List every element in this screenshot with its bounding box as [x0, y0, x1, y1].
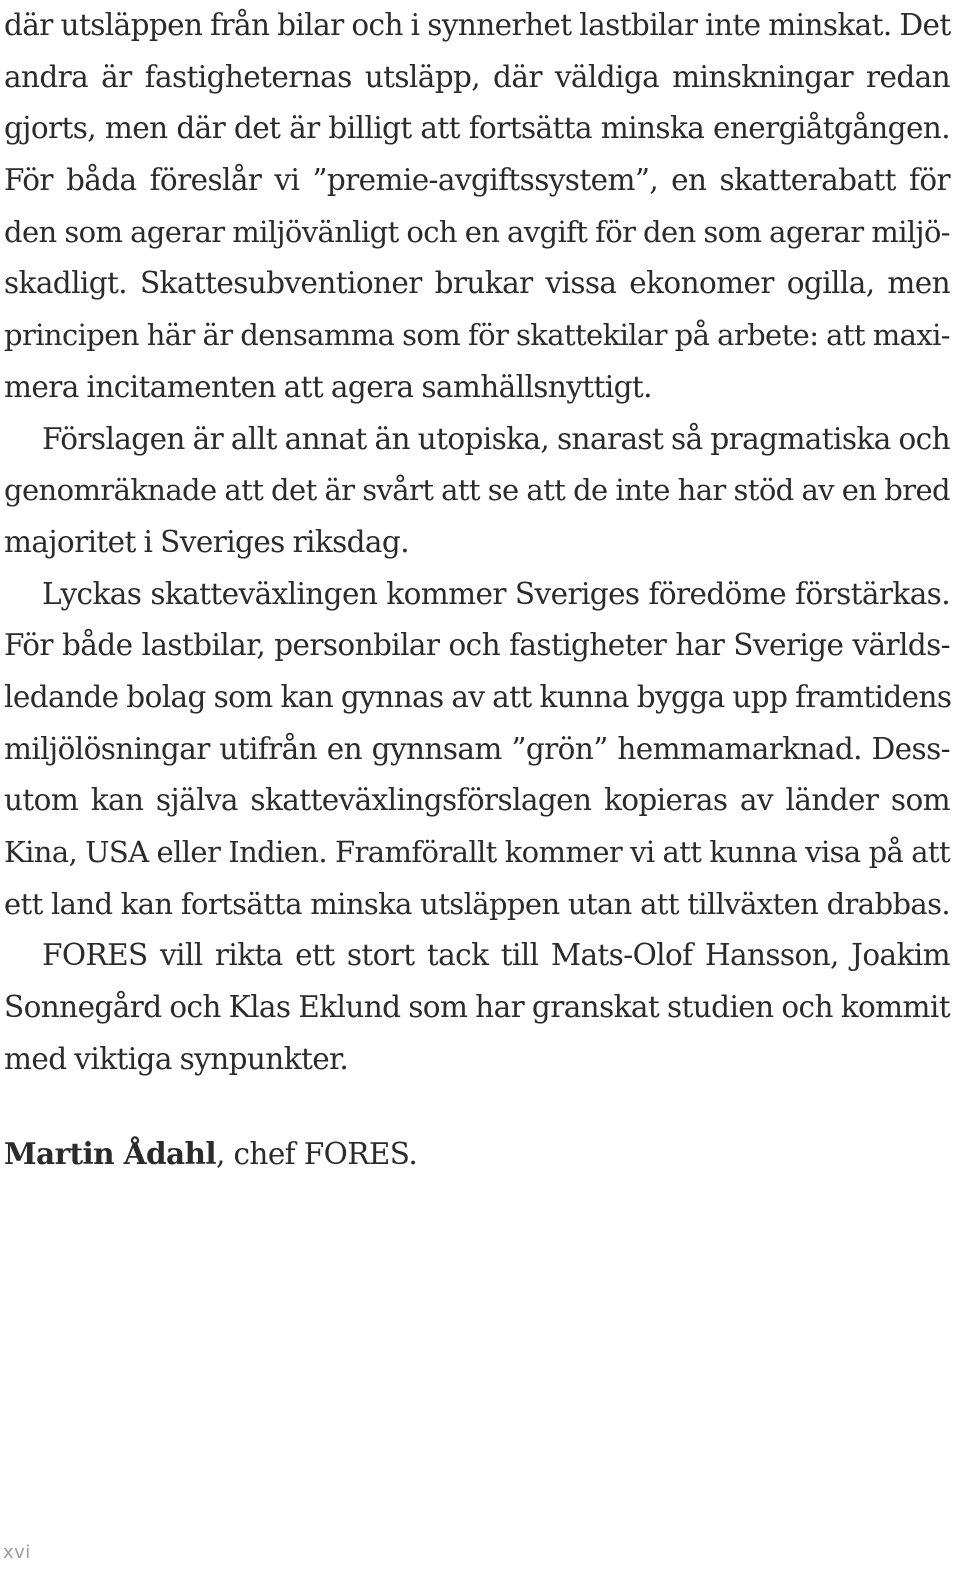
text-line: ett land kan fortsätta minska utsläppen utan att tillväxten drabbas. — [4, 886, 950, 921]
text-line: miljölösningar utifrån en gynnsam ”grön” hemmamarknad. Dess- — [4, 731, 950, 766]
signature-name: Martin Ådahl — [4, 1136, 216, 1171]
text-line: skadligt. Skattesubventioner brukar vissa ekonomer ogilla, men — [4, 266, 950, 301]
body-text — [4, 0, 950, 1085]
text-line: Sonnegård och Klas Eklund som har granskat studien och kommit — [4, 990, 950, 1025]
text-line: mera incitamenten att agera samhällsnyttigt. — [4, 369, 652, 404]
text-line: ledande bolag som kan gynnas av att kunna bygga upp framtidens — [4, 679, 952, 714]
text-line: Lyckas skatteväxlingen kommer Sveriges föredöme förstärkas. — [42, 576, 950, 611]
text-line: Kina, USA eller Indien. Framförallt kommer vi att kunna visa på att — [4, 835, 950, 869]
text-line: andra är fastigheternas utsläpp, där väldiga minskningar redan — [4, 59, 950, 94]
text-line: För både lastbilar, personbilar och fastigheter har Sverige världs- — [4, 628, 950, 663]
document-page — [4, 0, 950, 1085]
text-line: den som agerar miljövänligt och en avgift för den som agerar miljö- — [4, 214, 950, 249]
text-line: principen här är densamma som för skattekilar på arbete: att maxi- — [4, 318, 950, 353]
text-line: För båda föreslår vi ”premie-avgiftssystem”, en skatterabatt för — [4, 163, 950, 198]
signature-title: , chef FORES. — [215, 1137, 418, 1171]
page-number: xvi — [3, 1542, 31, 1563]
text-line: Förslagen är allt annat än utopiska, snarast så pragmatiska och — [42, 421, 950, 456]
text-line: FORES vill rikta ett stort tack till Mats-Olof Hansson, Joakim — [42, 938, 950, 973]
text-line: med viktiga synpunkter. — [4, 1041, 349, 1076]
signature — [4, 1128, 417, 1181]
text-line: genomräknade att det är svårt att se att de inte har stöd av en bred — [4, 473, 950, 508]
text-line: där utsläppen från bilar och i synnerhet lastbilar inte minskat. Det — [4, 8, 951, 42]
text-line: majoritet i Sveriges riksdag. — [4, 524, 409, 559]
text-line: gjorts, men där det är billigt att fortsätta minska energiåtgången. — [4, 111, 950, 146]
text-line: utom kan själva skatteväxlingsförslagen kopieras av länder som — [4, 783, 950, 818]
